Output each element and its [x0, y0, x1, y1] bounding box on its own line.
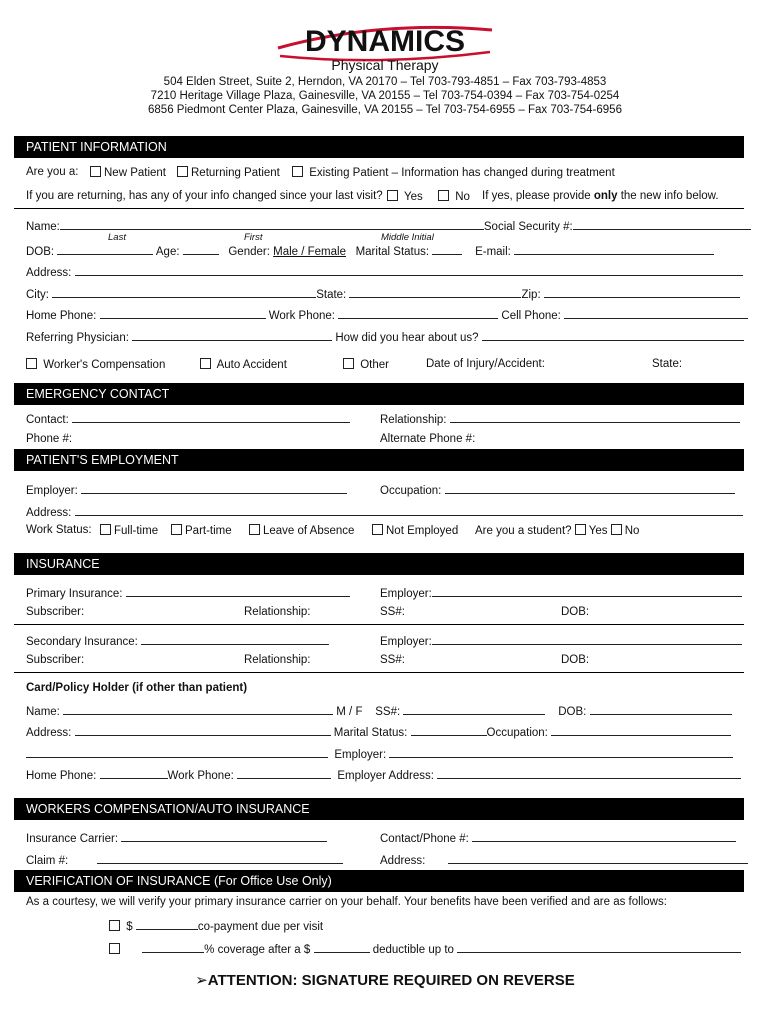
- holder-address-line2-field[interactable]: [26, 746, 328, 758]
- primary-ss-label: SS#:: [380, 606, 405, 618]
- contact-phone-field[interactable]: [472, 830, 736, 842]
- deductible-label: deductible up to: [372, 944, 454, 956]
- workers-address-field[interactable]: [448, 852, 748, 864]
- phone-label: Phone #:: [26, 433, 73, 445]
- dob-label: DOB:: [26, 246, 55, 258]
- primary-insurance-field[interactable]: [126, 585, 350, 597]
- marital-status-field[interactable]: [432, 243, 462, 255]
- divider: [14, 672, 744, 673]
- if-yes-instruction: If yes, please provide only the new info below.: [482, 190, 719, 202]
- gender-label: Gender:: [228, 246, 270, 258]
- holder-ss-field[interactable]: [403, 703, 545, 715]
- holder-mf-label[interactable]: M / F: [336, 706, 363, 718]
- attention-footer: [0, 971, 770, 989]
- primary-subscriber-label: Subscriber:: [26, 606, 85, 618]
- holder-occupation-field[interactable]: [551, 724, 731, 736]
- state-field[interactable]: [349, 286, 521, 298]
- courtesy-text: As a courtesy, we will verify your primary insurance carrier on your behalf. Your benefits have been verified and are as follows:: [26, 896, 667, 908]
- are-you-label: Are you a:: [26, 166, 79, 178]
- holder-address-label: Address:: [26, 727, 72, 739]
- address-field[interactable]: [75, 264, 743, 276]
- holder-home-phone-field[interactable]: [100, 767, 168, 779]
- state-label: State:: [316, 289, 347, 301]
- holder-work-phone-label: Work Phone:: [167, 770, 234, 782]
- card-holder-heading: Card/Policy Holder (if other than patient): [26, 682, 248, 694]
- secondary-dob-label: DOB:: [561, 654, 590, 666]
- auto-accident-label: Auto Accident: [216, 359, 287, 371]
- student-yes-label: Yes: [588, 525, 608, 537]
- divider: [14, 624, 744, 625]
- insurance-carrier-label: Insurance Carrier:: [26, 833, 119, 845]
- deductible-amount-field[interactable]: [314, 941, 370, 953]
- contact-label: Contact:: [26, 414, 69, 426]
- occupation-label: Occupation:: [380, 485, 442, 497]
- coverage-percent-field[interactable]: [142, 941, 204, 953]
- address-line-1: 504 Elden Street, Suite 2, Herndon, VA 20170 – Tel 703-793-4851 – Fax 703-793-4853: [163, 76, 607, 88]
- work-phone-field[interactable]: [338, 307, 498, 319]
- home-phone-label: Home Phone:: [26, 310, 97, 322]
- verification-header: VERIFICATION OF INSURANCE (For Office Use Only): [14, 870, 744, 892]
- secondary-insurance-field[interactable]: [141, 633, 329, 645]
- insurance-carrier-field[interactable]: [121, 830, 327, 842]
- city-field[interactable]: [52, 286, 316, 298]
- copay-dollar: $: [126, 921, 133, 933]
- name-label: Name:: [26, 221, 60, 233]
- secondary-employer-label: Employer:: [380, 636, 432, 648]
- email-label: E-mail:: [475, 246, 511, 258]
- employer-label: Employer:: [26, 485, 78, 497]
- holder-employer-field[interactable]: [389, 746, 733, 758]
- first-sublabel: First: [244, 232, 263, 243]
- name-field[interactable]: [60, 218, 484, 230]
- ssn-label: Social Security #:: [483, 221, 573, 233]
- new-patient-label: New Patient: [104, 167, 167, 179]
- divider: [14, 208, 744, 209]
- copay-field[interactable]: [136, 918, 198, 930]
- copay-checkbox[interactable]: [109, 920, 120, 931]
- how-hear-label: How did you hear about us?: [335, 332, 479, 344]
- logo-main-text: DYNAMICS: [304, 25, 466, 58]
- part-time-label: Part-time: [185, 525, 232, 537]
- full-time-checkbox[interactable]: [100, 524, 111, 535]
- holder-employer-address-field[interactable]: [437, 767, 741, 779]
- holder-dob-label: DOB:: [558, 706, 587, 718]
- returning-question: If you are returning, has any of your info changed since your last visit?: [26, 190, 383, 202]
- returning-patient-label: Returning Patient: [191, 167, 280, 179]
- holder-employer-label: Employer:: [334, 749, 387, 761]
- claim-field[interactable]: [97, 852, 343, 864]
- contact-phone-label: Contact/Phone #:: [380, 833, 469, 845]
- primary-employer-field[interactable]: [432, 585, 742, 597]
- middle-initial-sublabel: Middle Initial: [381, 232, 434, 243]
- alternate-phone-label: Alternate Phone #:: [380, 433, 476, 445]
- secondary-relationship-label: Relationship:: [244, 654, 311, 666]
- address-label: Address:: [26, 267, 72, 279]
- coverage-checkbox[interactable]: [109, 943, 120, 954]
- secondary-employer-field[interactable]: [432, 633, 742, 645]
- not-employed-label: Not Employed: [386, 525, 459, 537]
- employment-address-label: Address:: [26, 507, 72, 519]
- auto-accident-checkbox[interactable]: [200, 358, 211, 369]
- contact-field[interactable]: [72, 411, 350, 423]
- secondary-ss-label: SS#:: [380, 654, 405, 666]
- holder-ss-label: SS#:: [375, 706, 401, 718]
- referring-physician-label: Referring Physician:: [26, 332, 129, 344]
- marital-status-label: Marital Status:: [355, 246, 430, 258]
- arrow-icon: ➢: [195, 972, 208, 989]
- holder-name-label: Name:: [26, 706, 60, 718]
- primary-dob-label: DOB:: [561, 606, 590, 618]
- dob-field[interactable]: [57, 243, 153, 255]
- coverage-label: % coverage after a $: [204, 944, 311, 956]
- info-changed-yes-checkbox[interactable]: [387, 190, 398, 201]
- part-time-checkbox[interactable]: [171, 524, 182, 535]
- info-changed-no-label: No: [455, 191, 470, 203]
- gender-options[interactable]: Male / Female: [273, 246, 346, 258]
- relationship-field[interactable]: [450, 411, 740, 423]
- returning-patient-checkbox[interactable]: [177, 166, 188, 177]
- emergency-contact-header: EMERGENCY CONTACT: [14, 383, 744, 405]
- employer-field[interactable]: [81, 482, 347, 494]
- age-field[interactable]: [183, 243, 219, 255]
- date-of-injury-label: Date of Injury/Accident:: [426, 358, 545, 370]
- workers-comp-checkbox[interactable]: [26, 358, 37, 369]
- referring-physician-field[interactable]: [132, 329, 332, 341]
- relationship-label: Relationship:: [380, 414, 447, 426]
- employment-address-field[interactable]: [75, 504, 743, 516]
- cell-phone-field[interactable]: [564, 307, 748, 319]
- injury-state-label: State:: [652, 358, 683, 370]
- primary-employer-label: Employer:: [380, 588, 432, 600]
- logo-sub-text: Physical Therapy: [331, 57, 439, 73]
- holder-address-field[interactable]: [75, 724, 331, 736]
- age-label: Age:: [155, 246, 180, 258]
- primary-insurance-label: Primary Insurance:: [26, 588, 123, 600]
- holder-marital-field[interactable]: [411, 724, 487, 736]
- work-phone-label: Work Phone:: [268, 310, 335, 322]
- existing-patient-label: Existing Patient – Information has changed during treatment: [309, 167, 615, 179]
- holder-marital-label: Marital Status:: [333, 727, 408, 739]
- city-label: City:: [26, 289, 49, 301]
- secondary-subscriber-label: Subscriber:: [26, 654, 85, 666]
- holder-employer-address-label: Employer Address:: [337, 770, 434, 782]
- patients-employment-header: PATIENT'S EMPLOYMENT: [14, 449, 744, 471]
- zip-label: Zip:: [521, 289, 541, 301]
- last-sublabel: Last: [108, 232, 126, 243]
- cell-phone-label: Cell Phone:: [501, 310, 561, 322]
- zip-field[interactable]: [544, 286, 740, 298]
- workers-address-label: Address:: [380, 855, 426, 867]
- student-no-label: No: [624, 525, 640, 537]
- leave-of-absence-checkbox[interactable]: [249, 524, 260, 535]
- address-line-3: 6856 Piedmont Center Plaza, Gainesville, VA 20155 – Tel 703-754-6955 – Fax 703-754-6956: [148, 104, 622, 116]
- holder-name-field[interactable]: [63, 703, 333, 715]
- full-time-label: Full-time: [114, 525, 159, 537]
- workers-comp-label: Worker's Compensation: [43, 359, 166, 371]
- other-checkbox[interactable]: [343, 358, 354, 369]
- secondary-insurance-label: Secondary Insurance:: [26, 636, 138, 648]
- existing-patient-checkbox[interactable]: [292, 166, 303, 177]
- leave-of-absence-label: Leave of Absence: [263, 525, 355, 537]
- email-field[interactable]: [514, 243, 714, 255]
- not-employed-checkbox[interactable]: [372, 524, 383, 535]
- insurance-header: INSURANCE: [14, 553, 744, 575]
- occupation-field[interactable]: [445, 482, 735, 494]
- how-hear-field[interactable]: [482, 329, 744, 341]
- student-no-checkbox[interactable]: [611, 524, 622, 535]
- address-line-2: 7210 Heritage Village Plaza, Gainesville, VA 20155 – Tel 703-754-0394 – Fax 703-754-0254: [150, 90, 620, 102]
- home-phone-field[interactable]: [100, 307, 266, 319]
- holder-home-phone-label: Home Phone:: [26, 770, 97, 782]
- other-label: Other: [360, 359, 389, 371]
- copay-label: co-payment due per visit: [197, 921, 324, 933]
- student-question: Are you a student?: [475, 525, 572, 537]
- holder-dob-field[interactable]: [590, 703, 732, 715]
- workers-comp-header: WORKERS COMPENSATION/AUTO INSURANCE: [14, 798, 744, 820]
- attention-text: ATTENTION: SIGNATURE REQUIRED ON REVERSE: [207, 972, 575, 989]
- info-changed-yes-label: Yes: [404, 191, 423, 203]
- claim-label: Claim #:: [26, 855, 69, 867]
- new-patient-checkbox[interactable]: [90, 166, 101, 177]
- ssn-field[interactable]: [573, 218, 751, 230]
- student-yes-checkbox[interactable]: [575, 524, 586, 535]
- holder-occupation-label: Occupation:: [486, 727, 548, 739]
- primary-relationship-label: Relationship:: [244, 606, 311, 618]
- patient-information-header: PATIENT INFORMATION: [14, 136, 744, 158]
- deductible-upto-field[interactable]: [457, 941, 741, 953]
- work-status-label: Work Status:: [26, 524, 92, 536]
- dynamics-logo: [270, 18, 500, 73]
- info-changed-no-checkbox[interactable]: [438, 190, 449, 201]
- holder-work-phone-field[interactable]: [237, 767, 331, 779]
